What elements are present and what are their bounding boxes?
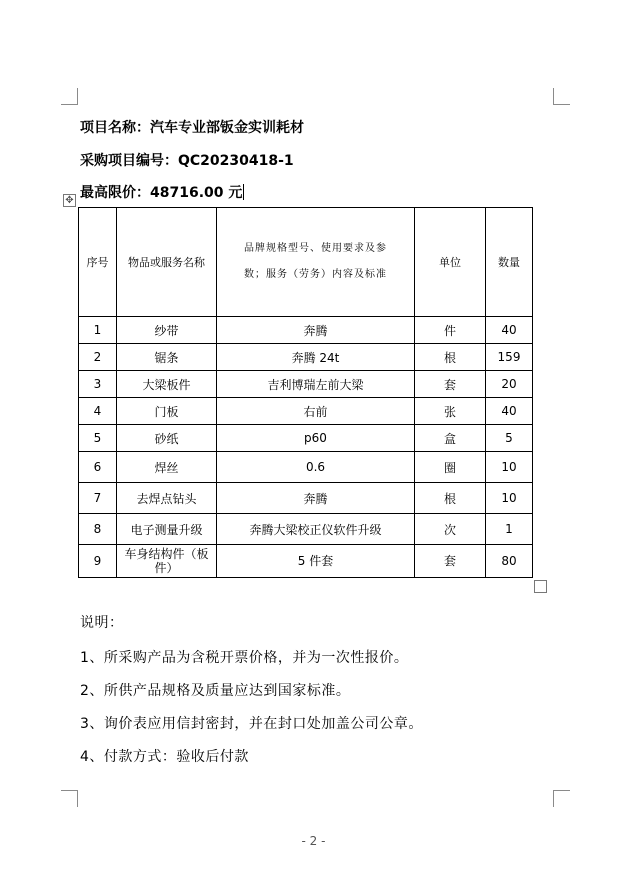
cell-spec: 右前 bbox=[217, 398, 415, 425]
cell-seq: 1 bbox=[79, 317, 117, 344]
margin-mark-top-right bbox=[553, 88, 570, 105]
cell-unit: 根 bbox=[415, 483, 486, 514]
cell-seq: 8 bbox=[79, 514, 117, 545]
cell-qty: 10 bbox=[486, 452, 533, 483]
cell-name: 门板 bbox=[117, 398, 217, 425]
cell-seq: 7 bbox=[79, 483, 117, 514]
cell-seq: 4 bbox=[79, 398, 117, 425]
project-number: 采购项目编号：QC20230418-1 bbox=[80, 153, 294, 169]
header-seq: 序号 bbox=[79, 208, 117, 317]
cell-unit: 套 bbox=[415, 545, 486, 578]
margin-mark-top-left bbox=[61, 88, 78, 105]
cell-qty: 20 bbox=[486, 371, 533, 398]
header-spec-line2: 数；服务（劳务）内容及标准 bbox=[244, 269, 387, 280]
cell-qty: 1 bbox=[486, 514, 533, 545]
cell-name: 焊丝 bbox=[117, 452, 217, 483]
header-unit: 单位 bbox=[415, 208, 486, 317]
cell-spec: 奔腾 bbox=[217, 317, 415, 344]
cell-qty: 40 bbox=[486, 317, 533, 344]
max-price: 最高限价：48716.00 元 bbox=[80, 185, 243, 201]
cell-name: 去焊点钻头 bbox=[117, 483, 217, 514]
header-spec-line1: 品牌规格型号、使用要求及参 bbox=[244, 243, 387, 254]
table-move-handle-icon[interactable]: ✥ bbox=[63, 194, 76, 207]
cell-seq: 2 bbox=[79, 344, 117, 371]
cell-spec: 吉利博瑞左前大梁 bbox=[217, 371, 415, 398]
cell-unit: 盒 bbox=[415, 425, 486, 452]
cell-qty: 40 bbox=[486, 398, 533, 425]
cell-unit: 张 bbox=[415, 398, 486, 425]
cell-unit: 件 bbox=[415, 317, 486, 344]
cell-name: 锯条 bbox=[117, 344, 217, 371]
cell-seq: 3 bbox=[79, 371, 117, 398]
cell-seq: 6 bbox=[79, 452, 117, 483]
table-header-row bbox=[79, 208, 533, 317]
cell-spec: p60 bbox=[217, 425, 415, 452]
cell-spec: 奔腾大梁校正仪软件升级 bbox=[217, 514, 415, 545]
cell-spec: 奔腾 24t bbox=[217, 344, 415, 371]
table-resize-handle[interactable] bbox=[534, 580, 547, 593]
cell-name: 车身结构件（板件） bbox=[117, 545, 217, 578]
cell-seq: 9 bbox=[79, 545, 117, 578]
cell-qty: 5 bbox=[486, 425, 533, 452]
table-row bbox=[79, 483, 533, 514]
items-table bbox=[78, 207, 533, 578]
cell-name: 纱带 bbox=[117, 317, 217, 344]
table-row bbox=[79, 317, 533, 344]
table-row bbox=[79, 398, 533, 425]
table-row bbox=[79, 344, 533, 371]
cell-name: 砂纸 bbox=[117, 425, 217, 452]
cell-spec: 0.6 bbox=[217, 452, 415, 483]
note-item: 4、付款方式：验收后付款 bbox=[80, 749, 249, 765]
table-row bbox=[79, 452, 533, 483]
cell-spec: 5 件套 bbox=[217, 545, 415, 578]
cell-unit: 根 bbox=[415, 344, 486, 371]
header-name: 物品或服务名称 bbox=[117, 208, 217, 317]
project-name: 项目名称：汽车专业部钣金实训耗材 bbox=[80, 120, 304, 136]
cell-qty: 80 bbox=[486, 545, 533, 578]
cell-name: 电子测量升级 bbox=[117, 514, 217, 545]
max-price-line bbox=[80, 182, 244, 202]
note-item: 3、询价表应用信封密封，并在封口处加盖公司公章。 bbox=[80, 716, 423, 732]
cell-qty: 159 bbox=[486, 344, 533, 371]
cell-spec: 奔腾 bbox=[217, 483, 415, 514]
table-row bbox=[79, 545, 533, 578]
note-item: 1、所采购产品为含税开票价格，并为一次性报价。 bbox=[80, 650, 409, 666]
page-number: - 2 - bbox=[301, 834, 326, 848]
cell-unit: 圈 bbox=[415, 452, 486, 483]
text-cursor bbox=[243, 184, 244, 200]
table-row bbox=[79, 425, 533, 452]
cell-name: 大梁板件 bbox=[117, 371, 217, 398]
cell-unit: 次 bbox=[415, 514, 486, 545]
note-item: 2、所供产品规格及质量应达到国家标准。 bbox=[80, 683, 351, 699]
cell-qty: 10 bbox=[486, 483, 533, 514]
table-row bbox=[79, 514, 533, 545]
margin-mark-bottom-right bbox=[553, 790, 570, 807]
notes-title: 说明： bbox=[80, 615, 124, 631]
cell-unit: 套 bbox=[415, 371, 486, 398]
cell-seq: 5 bbox=[79, 425, 117, 452]
margin-mark-bottom-left bbox=[61, 790, 78, 807]
header-spec bbox=[217, 208, 415, 317]
header-qty: 数量 bbox=[486, 208, 533, 317]
table-row bbox=[79, 371, 533, 398]
